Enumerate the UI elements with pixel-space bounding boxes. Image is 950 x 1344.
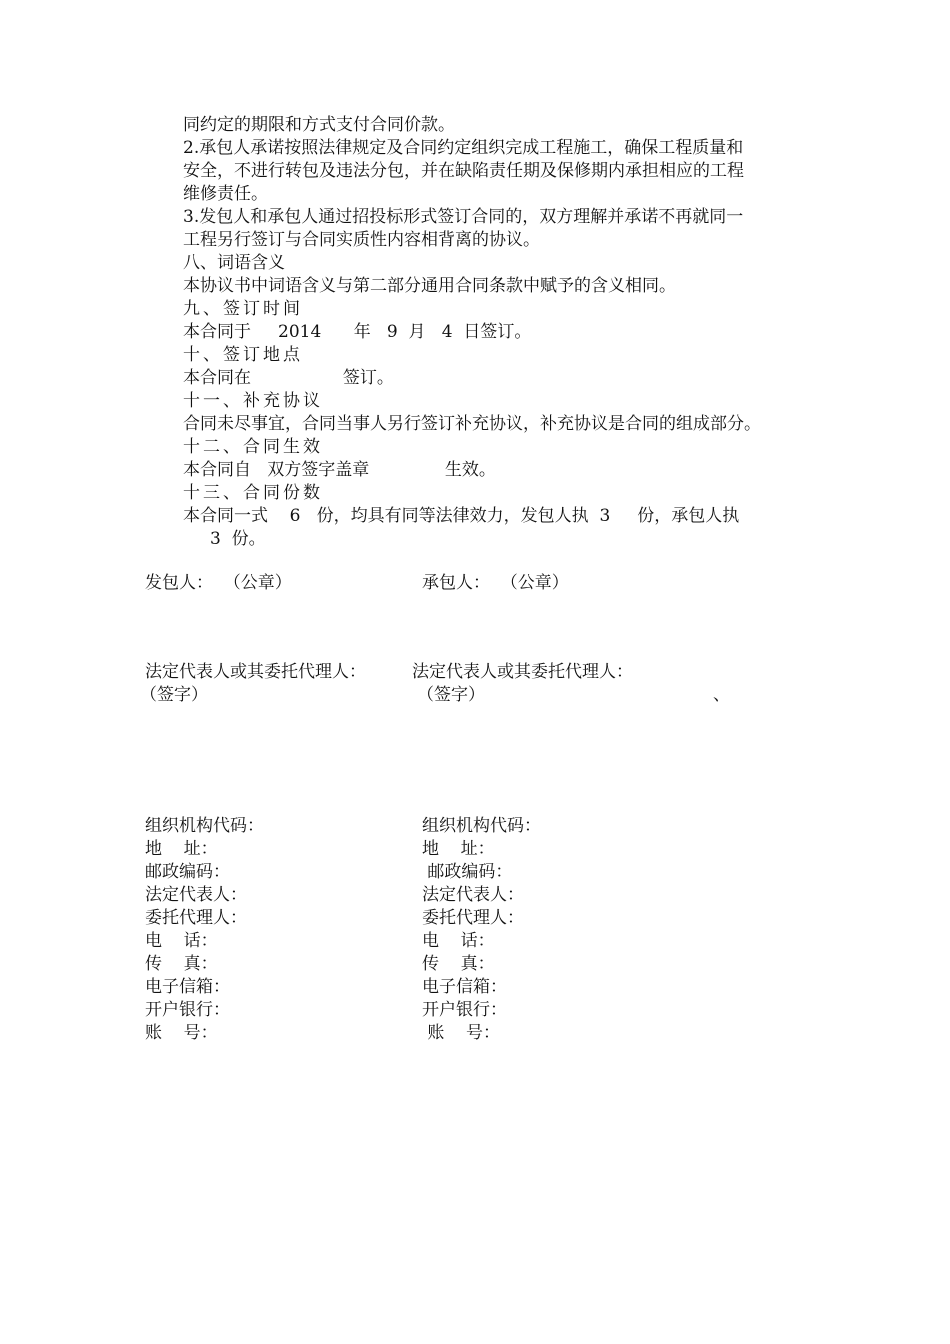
employer-phone: 电 话：: [145, 931, 218, 951]
body-line-signing-place: 本合同在 签订。: [183, 368, 394, 388]
heading-definitions: 八、词语含义: [183, 253, 285, 273]
body-line-3: 安全，不进行转包及违法分包，并在缺陷责任期及保修期内承担相应的工程: [183, 161, 744, 181]
heading-copies: 十三、合同份数: [183, 483, 323, 503]
heading-signing-time: 九、签订时间: [183, 299, 303, 319]
contractor-agent: 委托代理人：: [422, 908, 524, 928]
contractor-fax: 传 真：: [422, 954, 495, 974]
employer-email: 电子信箱：: [145, 977, 230, 997]
contractor-phone: 电 话：: [422, 931, 495, 951]
body-line-copies: 本合同一式 6 份，均具有同等法律效力，发包人执 3 份，承包人执: [183, 506, 740, 526]
contractor-sign-label: （签字）: [417, 685, 485, 705]
stray-mark: 、: [713, 685, 730, 705]
contractor-postcode: 邮政编码：: [422, 862, 513, 882]
employer-postcode: 邮政编码：: [145, 862, 230, 882]
contractor-seal-label: 承包人： （公章）: [422, 573, 569, 593]
contractor-account: 账 号：: [422, 1023, 501, 1043]
contractor-bank: 开户银行：: [422, 1000, 507, 1020]
contractor-email: 电子信箱：: [422, 977, 507, 997]
heading-supplement: 十一、补充协议: [183, 391, 323, 411]
contractor-legal-rep: 法定代表人：: [422, 885, 524, 905]
body-line-effect: 本合同自 双方签字盖章 生效。: [183, 460, 496, 480]
body-line-2: 2.承包人承诺按照法律规定及合同约定组织完成工程施工，确保工程质量和: [183, 138, 744, 158]
body-line-4: 维修责任。: [183, 184, 268, 204]
employer-org-code: 组织机构代码：: [145, 816, 264, 836]
contractor-rep-label: 法定代表人或其委托代理人：: [412, 662, 633, 682]
employer-sign-label: （签字）: [140, 685, 208, 705]
body-line-5: 3.发包人和承包人通过招投标形式签订合同的，双方理解并承诺不再就同一: [183, 207, 744, 227]
employer-fax: 传 真：: [145, 954, 218, 974]
body-line-supplement: 合同未尽事宜，合同当事人另行签订补充协议，补充协议是合同的组成部分。: [183, 414, 761, 434]
body-line-1: 同约定的期限和方式支付合同价款。: [183, 115, 455, 135]
employer-bank: 开户银行：: [145, 1000, 230, 1020]
heading-signing-place: 十、签订地点: [183, 345, 303, 365]
employer-seal-label: 发包人： （公章）: [145, 573, 292, 593]
body-line-6: 工程另行签订与合同实质性内容相背离的协议。: [183, 230, 540, 250]
employer-rep-label: 法定代表人或其委托代理人：: [145, 662, 366, 682]
employer-agent: 委托代理人：: [145, 908, 247, 928]
body-line-copies-cont: 3 份。: [183, 529, 266, 549]
contractor-address: 地 址：: [422, 839, 495, 859]
contractor-org-code: 组织机构代码：: [422, 816, 541, 836]
heading-effect: 十二、合同生效: [183, 437, 323, 457]
body-line-signing-date: 本合同于 2014 年 9 月 4 日签订。: [183, 322, 532, 342]
body-line-definitions: 本协议书中词语含义与第二部分通用合同条款中赋予的含义相同。: [183, 276, 676, 296]
employer-account: 账 号：: [145, 1023, 218, 1043]
employer-address: 地 址：: [145, 839, 218, 859]
employer-legal-rep: 法定代表人：: [145, 885, 247, 905]
